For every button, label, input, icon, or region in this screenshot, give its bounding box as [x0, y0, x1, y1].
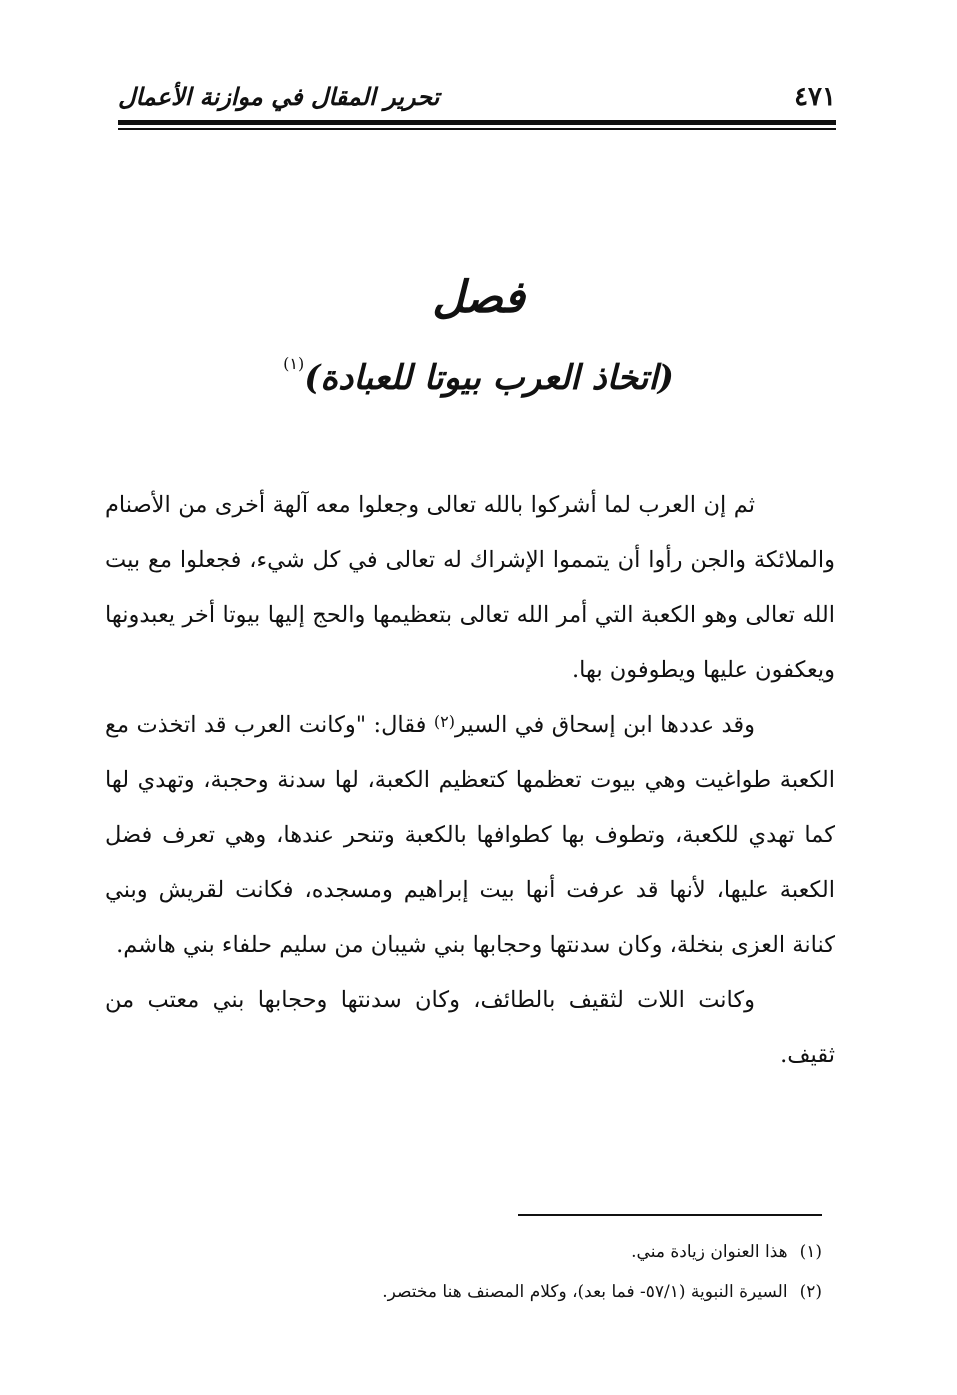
- footnote-2-number: (٢): [799, 1282, 822, 1302]
- section-subtitle: [0, 354, 957, 398]
- footnotes: [300, 1232, 822, 1312]
- header-rule-thick: [118, 120, 836, 125]
- running-title: تحرير المقال في موازنة الأعمال: [118, 82, 440, 111]
- footnote-1: [300, 1232, 822, 1272]
- paragraph-3: وكانت اللات لثقيف بالطائف، وكان سدنتها وحجابها بني معتب من ثقيف.: [105, 987, 835, 1068]
- footnote-separator: [518, 1214, 822, 1216]
- footnote-2-text: السيرة النبوية (٥٧/١- فما بعد)، وكلام المصنف هنا مختصر.: [382, 1282, 788, 1302]
- paragraph-2-start: وقد عددها ابن إسحاق في السير: [454, 712, 755, 738]
- page-number: ٤٧١: [794, 82, 836, 112]
- paragraph-1: ثم إن العرب لما أشركوا بالله تعالى وجعلوا معه آلهة أخرى من الأصنام والملائكة والجن رأوا أن يتمموا الإشراك له تعالى في كل شيء، فجعلوا مع بيت الله تعالى وهو الكعبة التي أمر الله تعالى بتعظيمها والحج إليها بيوتا أخر يعبدونها ويعكفون عليها ويطوفون بها.: [105, 492, 835, 683]
- section-subtitle-text: (اتخاذ العرب بيوتا للعبادة): [304, 358, 674, 398]
- page-header: [118, 78, 836, 112]
- footnote-ref-2: (٢): [433, 712, 455, 731]
- body-text: [105, 478, 835, 1083]
- header-rule-thin: [118, 128, 836, 130]
- section-heading: فصل: [432, 272, 525, 323]
- footnote-1-number: (١): [799, 1242, 822, 1262]
- footnote-1-text: هذا العنوان زيادة مني.: [631, 1242, 788, 1262]
- paragraph-2: [105, 698, 835, 973]
- paragraph-2-rest: فقال: "وكانت العرب قد اتخذت مع الكعبة طواغيت وهي بيوت تعظمها كتعظيم الكعبة، لها سدنة وحجبة، وتهدي لها كما تهدي للكعبة، وتطوف بها كطوافها بالكعبة وتنحر عندها، وهي تعرف فضل الكعبة عليها، لأنها قد عرفت أنها بيت إبراهيم ومسجده، فكانت لقريش وبني كنانة العزى بنخلة، وكان سدنتها وحجابها بني شيبان من سليم حلفاء بني هاشم.: [105, 712, 835, 958]
- footnote-2: [300, 1272, 822, 1312]
- footnote-ref-1: (١): [283, 354, 305, 373]
